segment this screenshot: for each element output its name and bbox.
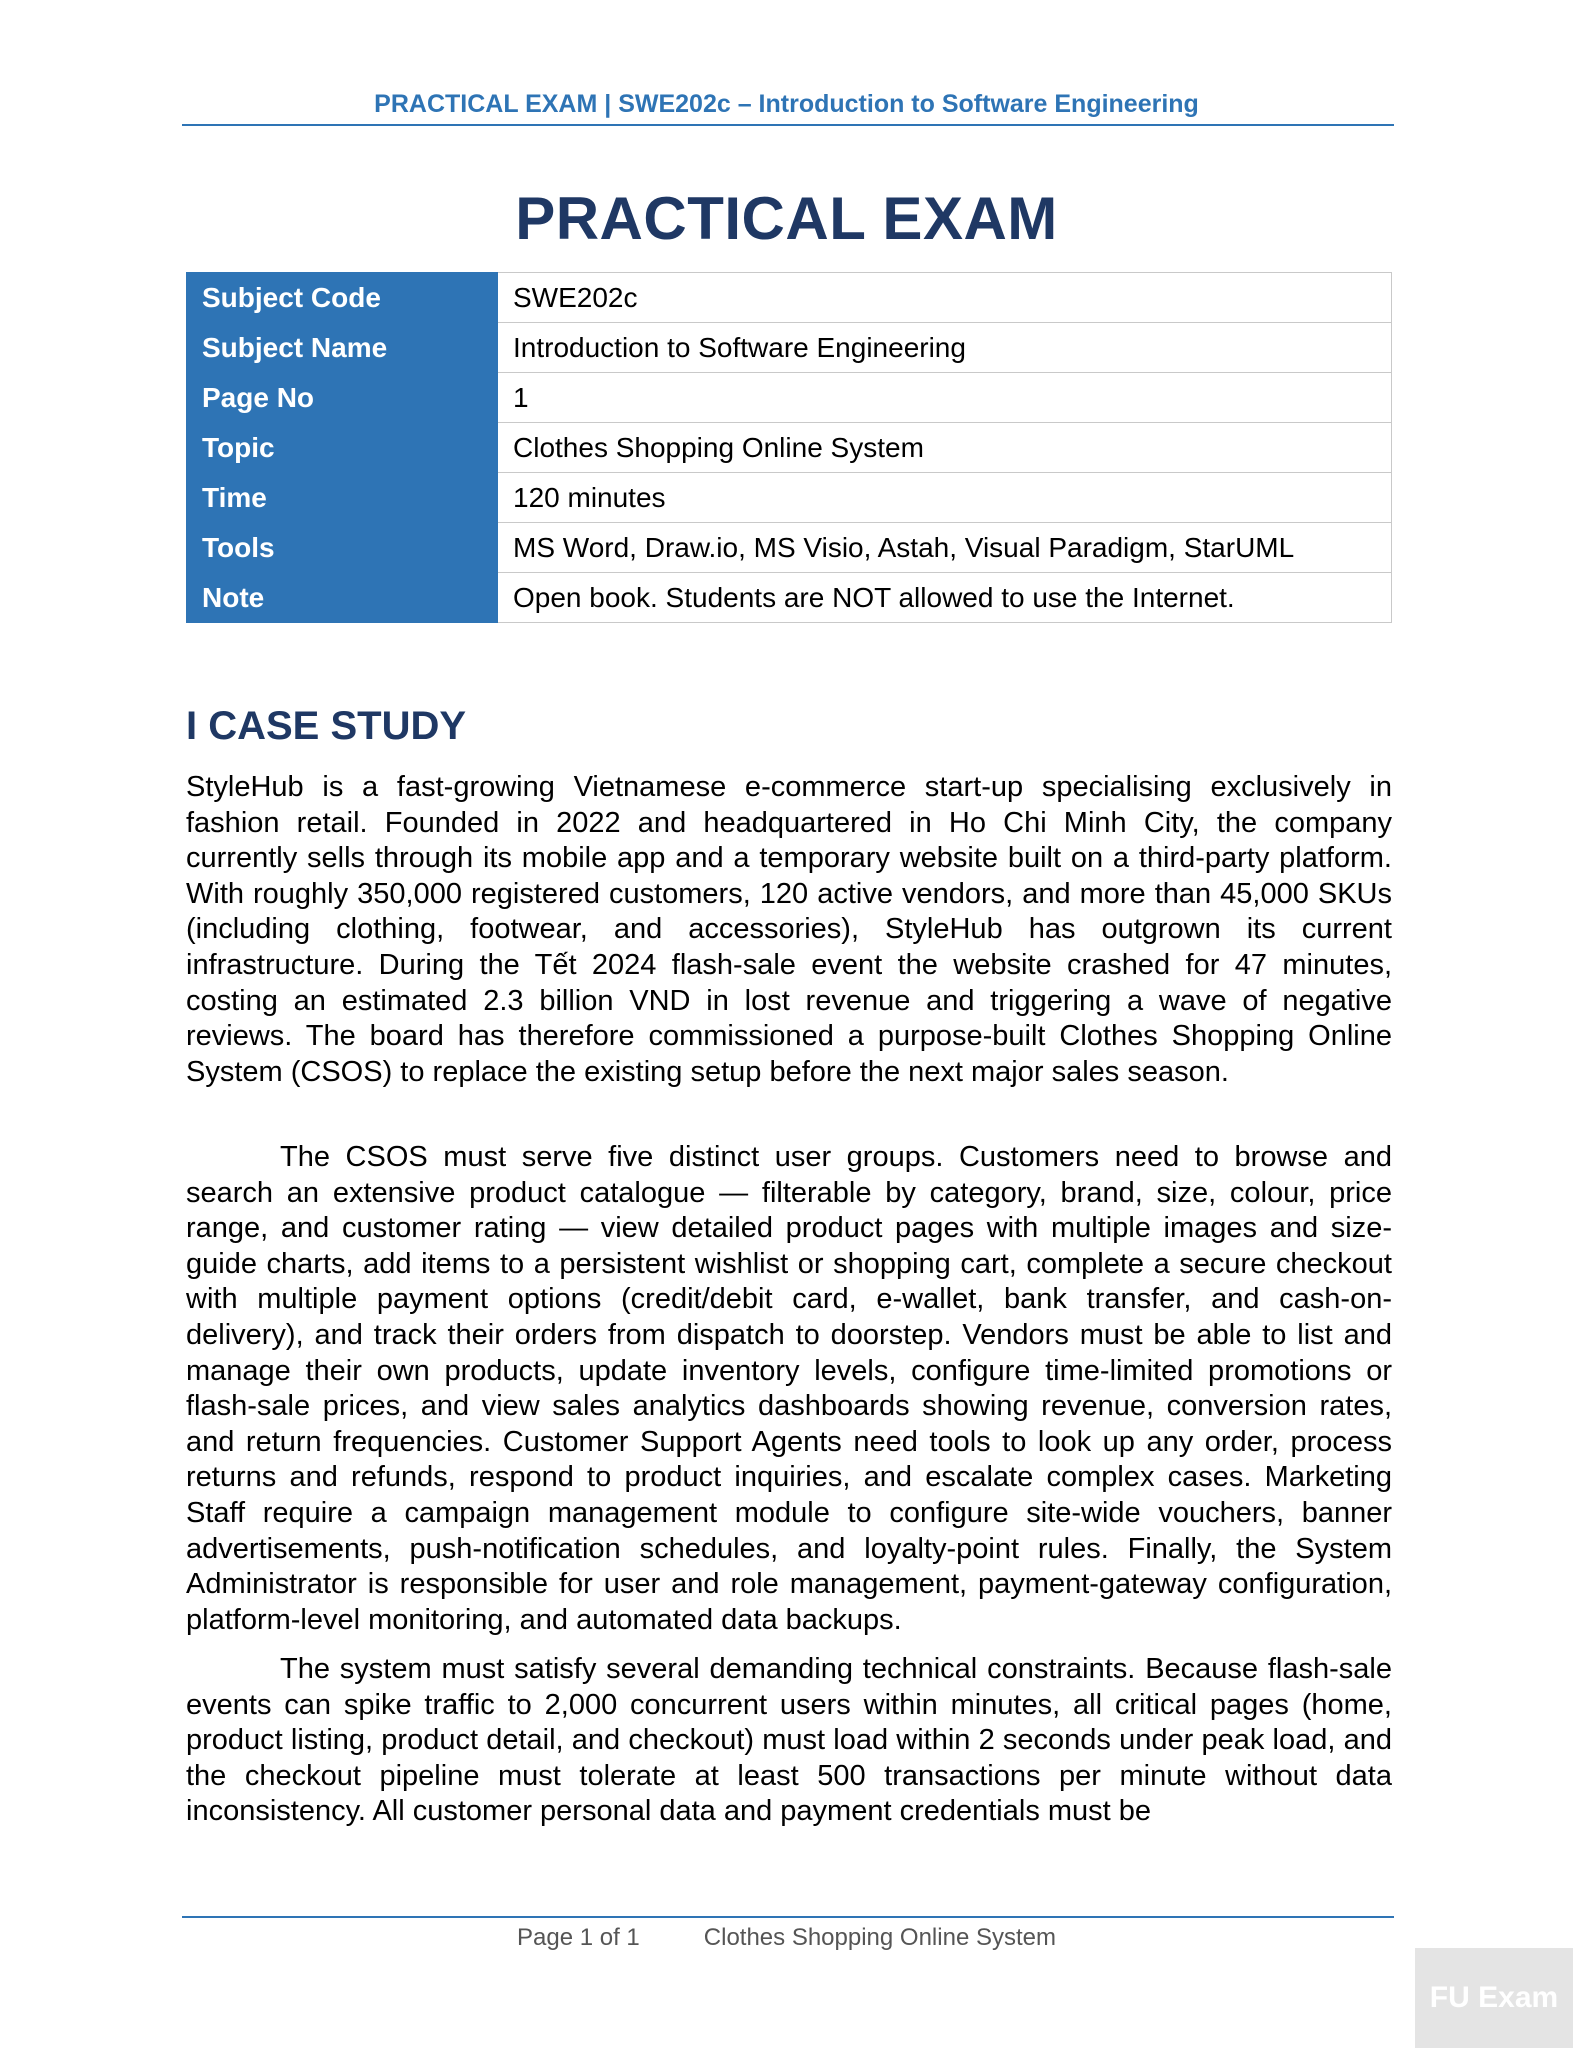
info-value: Open book. Students are NOT allowed to use the Internet.	[498, 573, 1392, 623]
info-value: Clothes Shopping Online System	[498, 423, 1392, 473]
table-row	[187, 523, 1392, 573]
info-value: 120 minutes	[498, 473, 1392, 523]
table-row	[187, 323, 1392, 373]
case-study-paragraph-1: StyleHub is a fast-growing Vietnamese e-commerce start-up specialising exclusively in fashion retail. Founded in 2022 and headquartered in Ho Chi Minh City, the company currently sells through its mobile app and a temporary website built on a third-party platform. With roughly 350,000 registered customers, 120 active vendors, and more than 45,000 SKUs (including clothing, footwear, and accessories), StyleHub has outgrown its current infrastructure. During the Tết 2024 flash-sale event the website crashed for 47 minutes, costing an estimated 2.3 billion VND in lost revenue and triggering a wave of negative reviews. The board has therefore commissioned a purpose-built Clothes Shopping Online System (CSOS) to replace the existing setup before the next major sales season.	[186, 771, 1392, 1088]
table-row	[187, 423, 1392, 473]
case-study-paragraph-3: The system must satisfy several demanding technical constraints. Because flash-sale events can spike traffic to 2,000 concurrent users within minutes, all critical pages (home, product listing, product detail, and checkout) must load within 2 seconds under peak load, and the checkout pipeline must tolerate at least 500 transactions per minute without data inconsistency. All customer personal data and payment credentials must be	[186, 1653, 1392, 1828]
info-key: Tools	[187, 523, 498, 573]
table-row	[187, 473, 1392, 523]
info-value: 1	[498, 373, 1392, 423]
info-key: Note	[187, 573, 498, 623]
info-value: Introduction to Software Engineering	[498, 323, 1392, 373]
info-value: MS Word, Draw.io, MS Visio, Astah, Visual Paradigm, StarUML	[498, 523, 1392, 573]
info-key: Subject Code	[187, 273, 498, 323]
footer-title: Clothes Shopping Online System	[703, 1924, 1056, 1951]
case-study-paragraph-2: The CSOS must serve five distinct user groups. Customers need to browse and search an extensive product catalogue — filterable by category, brand, size, colour, price range, and customer rating — view detailed product pages with multiple images and size-guide charts, add items to a persistent wishlist or shopping cart, complete a secure checkout with multiple payment options (credit/debit card, e-wallet, bank transfer, and cash-on-delivery), and track their orders from dispatch to doorstep. Vendors must be able to list and manage their own products, update inventory levels, configure time-limited promotions or flash-sale prices, and view sales analytics dashboards showing revenue, conversion rates, and return frequencies. Customer Support Agents need tools to look up any order, process returns and refunds, respond to product inquiries, and escalate complex cases. Marketing Staff require a campaign management module to configure site-wide vouchers, banner advertisements, push-notification schedules, and loyalty-point rules. Finally, the System Administrator is responsible for user and role management, payment-gateway configuration, platform-level monitoring, and automated data backups.	[186, 1141, 1392, 1636]
table-row	[187, 273, 1392, 323]
watermark-logo: FU Exam	[1415, 1948, 1573, 2048]
page-title: PRACTICAL EXAM	[515, 185, 1058, 252]
header-rule	[182, 124, 1394, 126]
page-footer	[0, 1924, 1573, 1952]
info-key: Time	[187, 473, 498, 523]
info-key: Page No	[187, 373, 498, 423]
info-key: Topic	[187, 423, 498, 473]
info-key: Subject Name	[187, 323, 498, 373]
table-row	[187, 373, 1392, 423]
table-row	[187, 573, 1392, 623]
section-heading: I CASE STUDY	[186, 704, 467, 748]
footer-page-number: Page 1 of 1	[517, 1924, 640, 1951]
info-value: SWE202c	[498, 273, 1392, 323]
footer-rule	[182, 1916, 1394, 1918]
exam-info-table	[186, 272, 1392, 623]
page-header: PRACTICAL EXAM | SWE202c – Introduction to Software Engineering	[374, 90, 1199, 118]
